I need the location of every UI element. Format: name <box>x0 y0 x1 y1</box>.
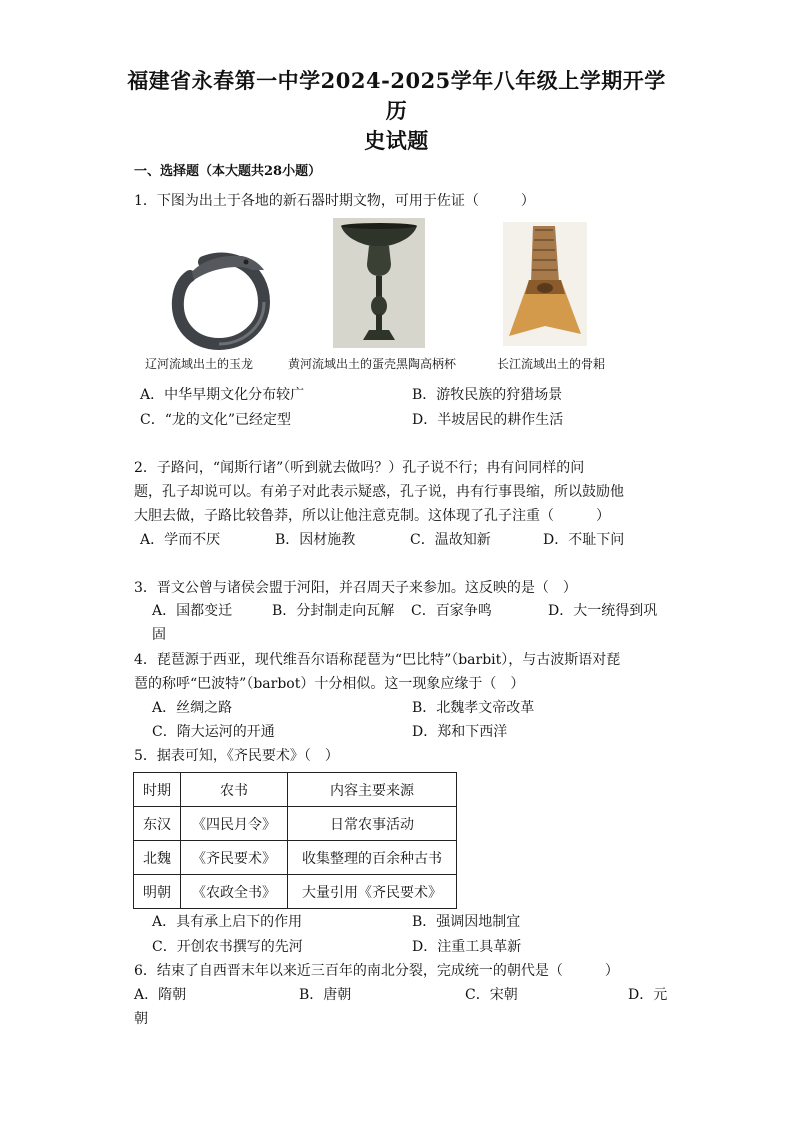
q2-option-d[interactable]: D．不耻下问 <box>543 532 625 548</box>
q4-line-2: 琶的称呼“巴波特”（barbot）十分相似。这一现象应缘于（ ） <box>134 676 525 692</box>
title-line-1: 福建省永春第一中学2024-2025学年八年级上学期开学历 <box>127 68 666 123</box>
table-cell: 明朝 <box>134 875 181 909</box>
q5-option-d[interactable]: D．注重工具革新 <box>412 939 522 955</box>
page-title <box>120 66 673 156</box>
q6-option-d[interactable]: D．元 <box>628 987 668 1003</box>
table-cell: 东汉 <box>134 807 181 841</box>
table-row <box>134 807 457 841</box>
table-cell: 北魏 <box>134 841 181 875</box>
q4-option-b[interactable]: B．北魏孝文帝改革 <box>412 700 535 716</box>
q1-option-c[interactable]: C．“龙的文化”已经定型 <box>140 412 292 428</box>
table-cell: 日常农事活动 <box>288 807 457 841</box>
q6-option-b[interactable]: B．唐朝 <box>299 987 352 1003</box>
table-cell: 《齐民要术》 <box>181 841 288 875</box>
q2-option-c[interactable]: C．温故知新 <box>410 532 491 548</box>
table-cell: 《四民月令》 <box>181 807 288 841</box>
q2-option-a[interactable]: A．学而不厌 <box>140 532 221 548</box>
q6-stem: 6．结束了自西晋末年以来近三百年的南北分裂，完成统一的朝代是（ ） <box>134 963 619 979</box>
black-pottery-cup-image <box>333 218 425 348</box>
jade-dragon-image <box>164 240 274 350</box>
q4-option-d[interactable]: D．郑和下西洋 <box>412 724 508 740</box>
table-cell: 《农政全书》 <box>181 875 288 909</box>
q6-option-d-wrap: 朝 <box>134 1011 148 1027</box>
q4-option-a[interactable]: A．丝绸之路 <box>152 700 233 716</box>
table-header-cell: 内容主要来源 <box>288 773 457 807</box>
q1-stem: 1．下图为出土于各地的新石器时期文物，可用于佐证（ ） <box>134 193 535 209</box>
q1-caption-1: 辽河流域出土的玉龙 <box>145 357 254 371</box>
q1-option-b[interactable]: B．游牧民族的狩猎场景 <box>412 387 563 403</box>
q1-option-d[interactable]: D．半坡居民的耕作生活 <box>412 412 564 428</box>
q2-line-2: 题，孔子却说可以。有弟子对此表示疑惑，孔子说，冉有行事畏缩，所以鼓励他 <box>134 484 624 500</box>
q3-option-d-wrap: 固 <box>152 627 166 643</box>
q3-option-b[interactable]: B．分封制走向瓦解 <box>272 603 395 619</box>
q5-table <box>133 772 457 909</box>
q1-caption-2: 黄河流域出土的蛋壳黑陶高柄杯 <box>288 357 457 371</box>
table-row <box>134 841 457 875</box>
table-cell: 大量引用《齐民要术》 <box>288 875 457 909</box>
table-header-row <box>134 773 457 807</box>
q5-option-a[interactable]: A．具有承上启下的作用 <box>152 914 303 930</box>
q3-stem: 3．晋文公曾与诸侯会盟于河阳，并召周天子来参加。这反映的是（ ） <box>134 580 577 596</box>
title-line-2: 史试题 <box>364 128 429 153</box>
q4-option-c[interactable]: C．隋大运河的开通 <box>152 724 275 740</box>
bone-spade-image <box>503 222 587 346</box>
q6-option-a[interactable]: A．隋朝 <box>134 987 187 1003</box>
q3-option-d[interactable]: D．大一统得到巩 <box>548 603 658 619</box>
q3-option-a[interactable]: A．国都变迁 <box>152 603 233 619</box>
q2-line-3: 大胆去做，子路比较鲁莽，所以让他注意克制。这体现了孔子注重（ ） <box>134 508 610 524</box>
q5-option-c[interactable]: C．开创农书撰写的先河 <box>152 939 303 955</box>
q5-option-b[interactable]: B．强调因地制宜 <box>412 914 521 930</box>
table-cell: 收集整理的百余种古书 <box>288 841 457 875</box>
table-header-cell: 农书 <box>181 773 288 807</box>
q2-option-b[interactable]: B．因材施教 <box>275 532 356 548</box>
q2-line-1: 2．子路问，“闻斯行诸”（听到就去做吗？）孔子说不行；冉有问同样的问 <box>134 460 585 476</box>
q6-option-c[interactable]: C．宋朝 <box>465 987 518 1003</box>
q1-caption-3: 长江流域出土的骨耜 <box>497 357 606 371</box>
table-header-cell: 时期 <box>134 773 181 807</box>
q5-stem: 5．据表可知，《齐民要术》（ ） <box>134 748 339 764</box>
q3-option-c[interactable]: C．百家争鸣 <box>411 603 492 619</box>
q1-option-a[interactable]: A．中华早期文化分布较广 <box>140 387 305 403</box>
q4-line-1: 4．琵琶源于西亚，现代维吾尔语称琵琶为“巴比特”（barbit），与古波斯语对琵 <box>134 652 621 668</box>
section-heading: 一、选择题（本大题共28小题） <box>134 164 322 179</box>
table-row <box>134 875 457 909</box>
